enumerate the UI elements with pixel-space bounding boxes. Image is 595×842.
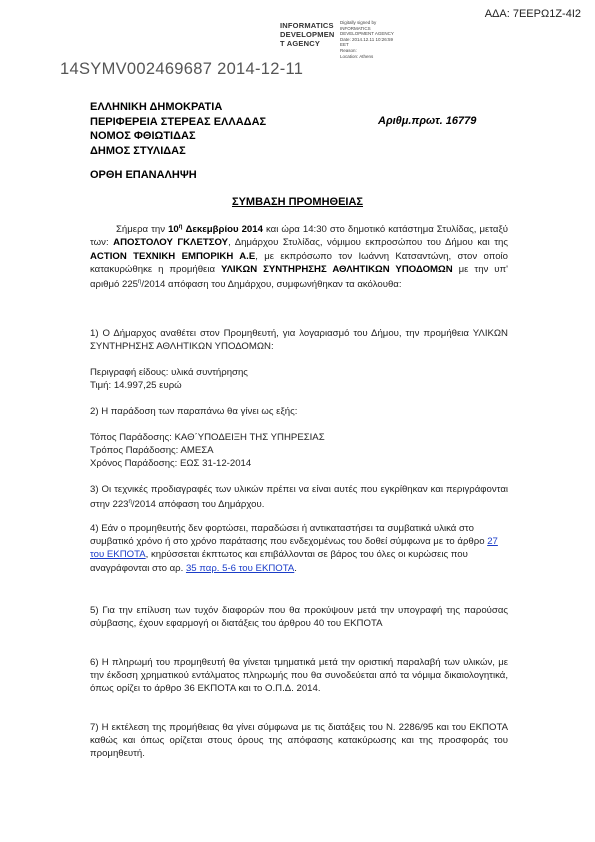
intro-text: Σήμερα την <box>116 224 169 236</box>
item-price: Τιμή: 14.997,25 ευρώ <box>90 380 182 391</box>
protocol-number: Αριθμ.πρωτ. 16779 <box>378 115 477 127</box>
intro-day: 10 <box>168 224 179 236</box>
section-4-text: , κηρύσσεται έκπτωτος και επιβάλλονται σε βάρος του όλες οι κυρώσεις που αναγράφονται στο αρ. <box>90 549 468 574</box>
section-3 <box>90 483 508 512</box>
signature-line: INFORMATICS <box>340 25 371 31</box>
digital-signature <box>340 20 410 59</box>
section-1: 1) Ο Δήμαρχος αναθέτει στον Προμηθευτή, για λογαριασμό του Δήμου, την προμήθεια ΥΛΙΚΩΝ ΣΥΝΤΗΡΗΣΗΣ ΑΘΛΗΤΙΚΩΝ ΥΠΟΔΟΜΩΝ: <box>90 328 508 353</box>
agency-name <box>280 21 342 48</box>
signature-line: DEVELOPMENT AGENCY <box>340 31 394 37</box>
intro-text: , με εκπρόσωπο τον Ιωάννη Κατσαντώνη, στον οποίο κατακυρώθηκε η προμήθεια <box>90 250 508 275</box>
section-3-sup: η <box>128 499 132 506</box>
document-title: ΣΥΜΒΑΣΗ ΠΡΟΜΗΘΕΙΑΣ <box>231 196 364 208</box>
agency-line: INFORMATICS <box>280 21 334 30</box>
header-line: ΕΛΛΗΝΙΚΗ ΔΗΜΟΚΡΑΤΙΑ <box>90 101 223 113</box>
intro-text: με την υπ' αριθμό 225 <box>90 263 509 291</box>
correction-label: ΟΡΘΗ ΕΠΑΝΑΛΗΨΗ <box>90 169 197 181</box>
protocol-stamp: 14SYMV002469687 2014-12-11 <box>60 60 304 78</box>
section-2: 2) Η παράδοση των παραπάνω θα γίνει ως εξής: <box>90 406 298 417</box>
section-4 <box>90 522 508 575</box>
signature-line: EET <box>340 42 349 48</box>
intro-day-suffix: η <box>178 224 183 230</box>
section-3-text: /2014 απόφαση του Δημάρχου. <box>131 499 265 511</box>
section-3-text: 3) Οι τεχνικές προδιαγραφές των υλικών πρέπει να είναι αυτές που εγκρίθηκαν και περιγράφονται στην 223 <box>90 484 508 511</box>
header-line: ΝΟΜΟΣ ΦΘΙΩΤΙΔΑΣ <box>90 130 196 142</box>
supply-name: ΥΛΙΚΩΝ ΣΥΝΤΗΡΗΣΗΣ ΑΘΛΗΤΙΚΩΝ ΥΠΟΔΟΜΩΝ <box>220 263 453 275</box>
ekpota-article-35-link[interactable]: 35 παρ. 5-6 του ΕΚΠΟΤΑ <box>185 562 295 574</box>
company-name: ACTION ΤΕΧΝΙΚΗ ΕΜΠΟΡΙΚΗ Α.Ε <box>90 250 256 262</box>
section-7: 7) Η εκτέλεση της προμήθειας θα γίνει σύμφωνα με τις διατάξεις του Ν. 2286/95 και του ΕΚΠΟΤΑ καθώς και όπως ορίζεται στους όρους της απόφασης κατακύρωσης και της προσφοράς του προμηθευτή. <box>90 722 508 760</box>
section-5: 5) Για την επίλυση των τυχόν διαφορών που θα προκύψουν μετά την υπογραφή της παρούσας σύμβασης, έχουν εφαρμογή οι διατάξεις του άρθρου 40 του ΕΚΠΟΤΑ <box>90 605 508 630</box>
intro-text: , Δημάρχου Στυλίδας, νόμιμου εκπροσώπου του Δήμου και της <box>228 237 509 249</box>
intro-sup: η <box>138 279 142 285</box>
intro-text: /2014 απόφαση του Δημάρχου, συμφωνήθηκαν τα ακόλουθα: <box>141 279 402 291</box>
signature-line: Digitally signed by <box>340 20 377 25</box>
mayor-name: ΑΠΟΣΤΟΛΟΥ ΓΚΛΕΤΣΟΥ <box>113 237 229 249</box>
delivery-manner: Τρόπος Παράδοσης: ΑΜΕΣΑ <box>90 445 214 456</box>
agency-line: DEVELOPMEN <box>280 30 335 39</box>
intro-text: και ώρα 14:30 στο δημοτικό κατάστημα Στυλίδας, μεταξύ των: <box>90 224 508 249</box>
agency-line: T AGENCY <box>280 39 321 48</box>
delivery-place: Τόπος Παράδοσης: ΚΑΘ΄ΥΠΟΔΕΙΞΗ ΤΗΣ ΥΠΗΡΕΣΙΑΣ <box>90 432 325 443</box>
section-6: 6) Η πληρωμή του προμηθευτή θα γίνεται τμηματικά μετά την οριστική παραλαβή των υλικών, με την έκδοση χρηματικού εντάλματος πληρωμής που θα συνοδεύεται από τα νόμιμα δικαιολογητικά, όπως ορίζει το άρθρο 36 ΕΚΠΟΤΑ και το Ο.Π.Δ. 2014. <box>90 657 508 695</box>
issuer-header <box>90 100 266 158</box>
ekpota-article-27-link[interactable]: 27 του ΕΚΠΟΤΑ <box>90 536 498 561</box>
ada-code: ΑΔΑ: 7ΕΕΡΩ1Ζ-4Ι2 <box>484 8 581 20</box>
header-line: ΠΕΡΙΦΕΡΕΙΑ ΣΤΕΡΕΑΣ ΕΛΛΑΔΑΣ <box>90 115 267 128</box>
delivery-time: Χρόνος Παράδοσης: ΕΩΣ 31-12-2014 <box>90 458 252 469</box>
signature-line: Date: 2014.12.11 10:26:59 <box>340 36 393 42</box>
intro-date: Δεκεμβρίου 2014 <box>185 224 263 236</box>
header-line: ΔΗΜΟΣ ΣΤΥΛΙΔΑΣ <box>90 144 186 157</box>
intro-paragraph <box>90 221 508 291</box>
signature-line: Location: Athens <box>340 53 374 59</box>
section-4-text: 4) Εάν ο προμηθευτής δεν φορτώσει, παραδώσει ή αντικαταστήσει τα συμβατικά υλικά στο συμβατικό χρόνο ή στο χρόνο παράτασης που ενδεχομένως του δοθεί σύμφωνα με το άρθρο <box>90 523 488 548</box>
section-4-text: . <box>294 562 297 574</box>
signature-line: Reason: <box>340 47 357 53</box>
item-description: Περιγραφή είδους: υλικά συντήρησης <box>90 367 248 378</box>
